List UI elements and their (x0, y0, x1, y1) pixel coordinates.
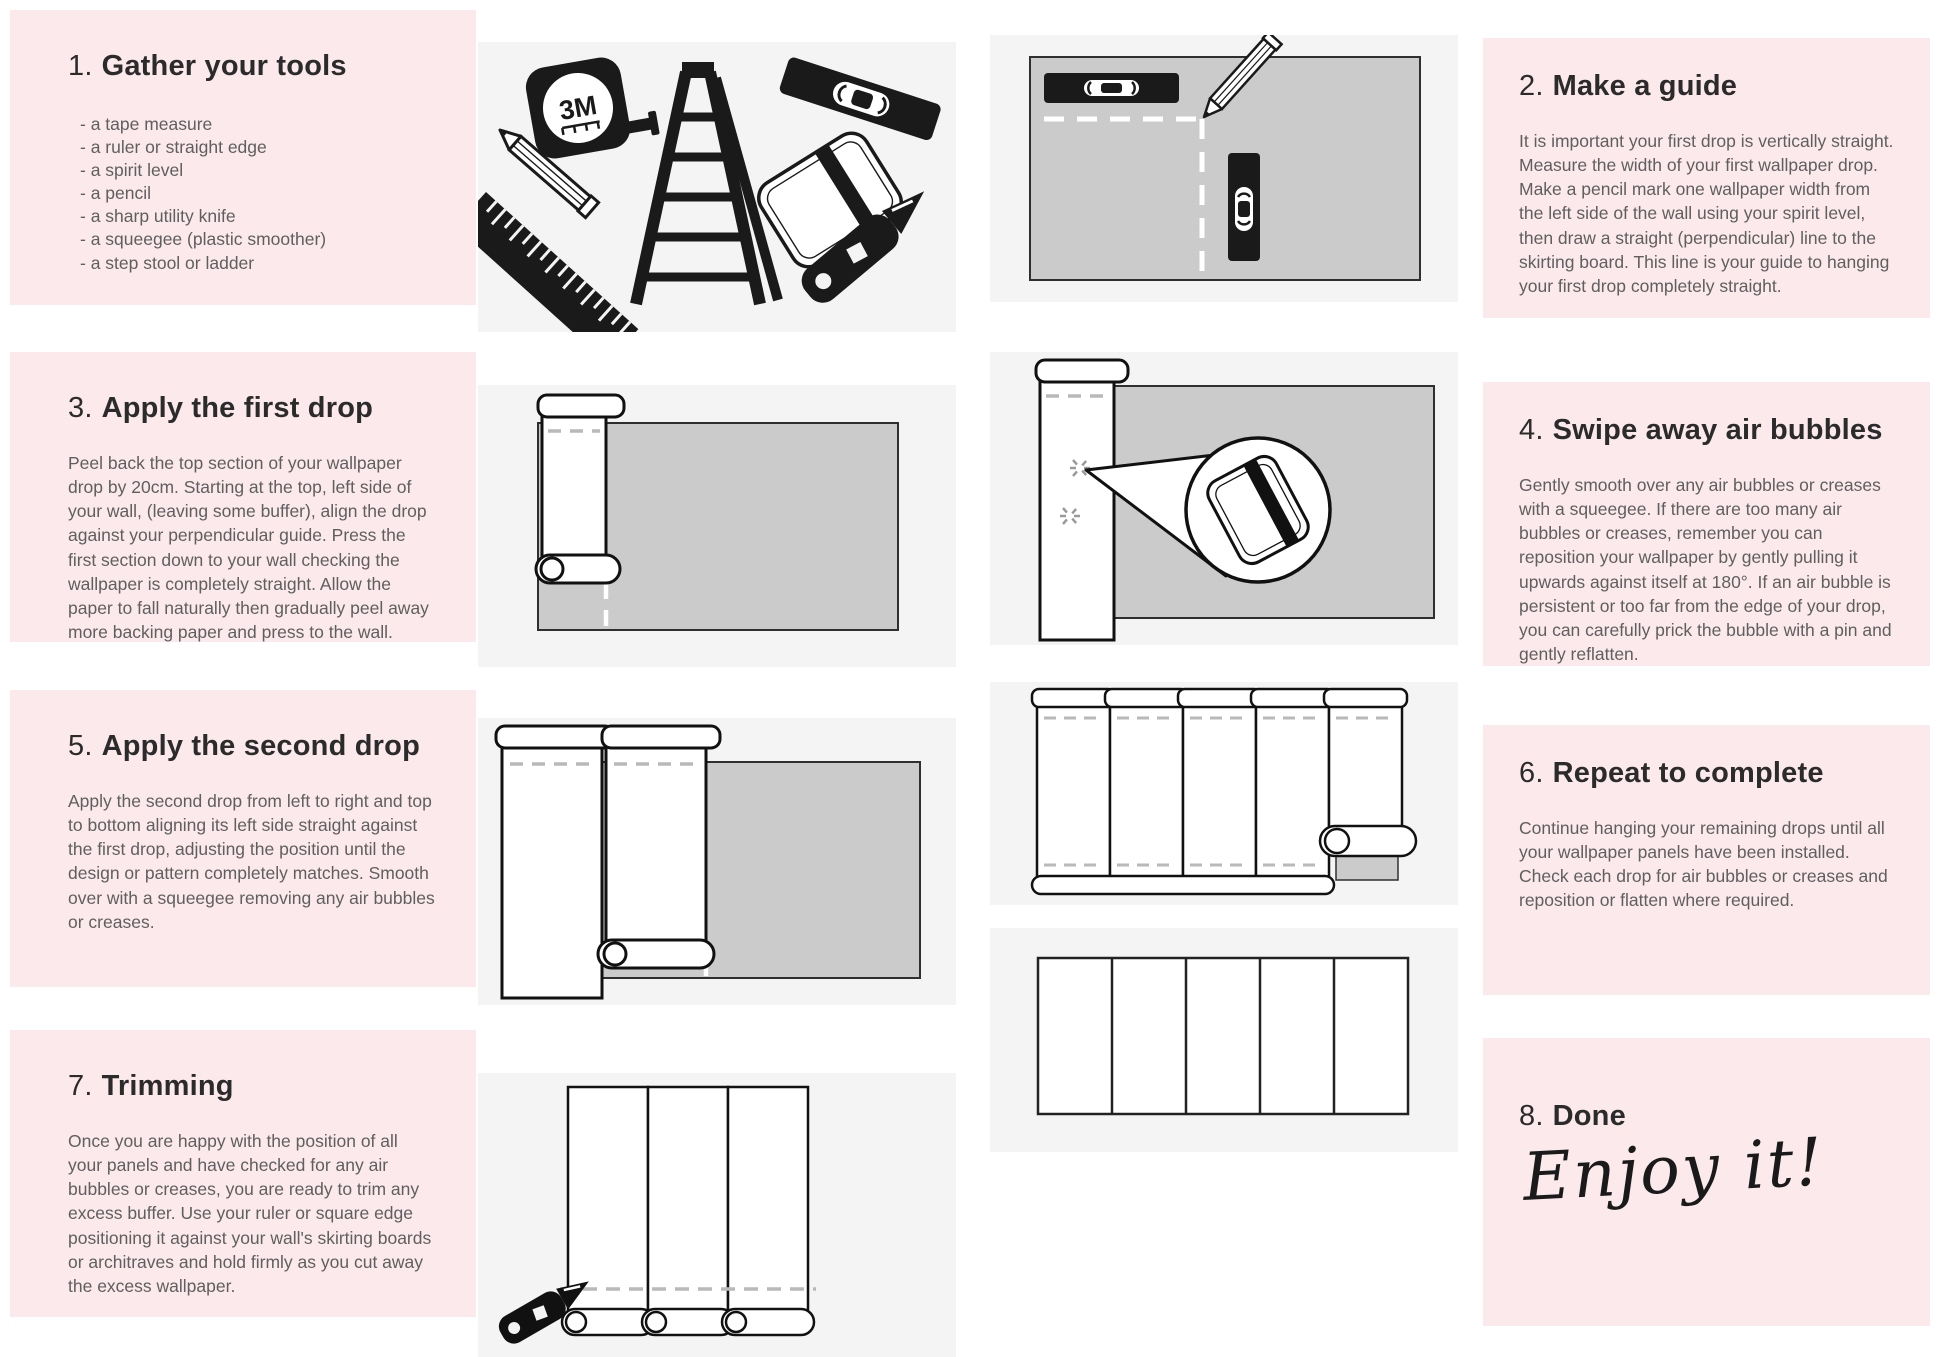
step-title-text: Trimming (101, 1070, 234, 1102)
step-4-illustration-panel (990, 352, 1458, 645)
wallpaper-panels (568, 1087, 808, 1311)
step-number: 6. (1519, 757, 1544, 789)
step-number: 3. (68, 392, 93, 424)
step-2-illustration-panel (990, 35, 1458, 302)
ruler-icon (478, 192, 638, 332)
finished-wall-illustration (990, 928, 1458, 1152)
wallpaper-drop-2 (598, 726, 720, 976)
step-number: 4. (1519, 414, 1544, 446)
step-title-text: Repeat to complete (1552, 757, 1824, 789)
spirit-level-icon (778, 56, 942, 142)
tools-illustration (478, 42, 956, 332)
list-item: - a squeegee (plastic smoother) (80, 229, 327, 250)
top-fold (1105, 689, 1188, 707)
second-drop-illustration (478, 718, 956, 1005)
enjoy-script-text: Enjoy it! (1520, 1123, 1826, 1216)
step-1-panel (10, 10, 476, 305)
step-number: 7. (68, 1070, 93, 1102)
step-number: 1. (68, 50, 93, 82)
list-item: - a pencil (80, 183, 152, 204)
top-fold (1251, 689, 1334, 707)
step-7-panel (10, 1030, 476, 1317)
tape-measure-icon (523, 50, 661, 162)
step-5-panel (10, 690, 476, 987)
step-6-title (1519, 757, 1896, 790)
wallpaper-drop-1 (496, 726, 614, 998)
air-bubbles-illustration (990, 352, 1458, 645)
step-title-text: Apply the first drop (101, 392, 374, 424)
step-2-panel (1483, 38, 1930, 318)
repeat-illustration (990, 682, 1458, 905)
bottom-roll (536, 555, 620, 583)
step-title-text: Gather your tools (101, 50, 347, 82)
step-number: 2. (1519, 70, 1544, 102)
ladder-icon (636, 70, 778, 304)
step-title-text: Make a guide (1552, 70, 1738, 102)
horizontal-spirit-level-icon (1044, 73, 1179, 103)
step-1-illustration-panel (478, 42, 956, 332)
step-1-title (68, 50, 436, 83)
step-title-text: Apply the second drop (101, 730, 420, 762)
step-6-panel (1483, 725, 1930, 995)
step-4-title (1519, 414, 1896, 447)
tool-list (80, 113, 436, 275)
finished-wall (1038, 958, 1408, 1114)
step-number: 5. (68, 730, 93, 762)
bottom-roll (1320, 826, 1416, 856)
step-6-body: Continue hanging your remaining drops until all your wallpaper panels have been installed. Check each drop for air bubbles or creases and reposition or flatten where required. (1519, 818, 1888, 911)
wall-remnant (1336, 854, 1398, 880)
step-3-illustration-panel (478, 385, 956, 667)
top-fold (1324, 689, 1407, 707)
list-item: - a tape measure (80, 114, 213, 134)
top-fold (602, 726, 720, 748)
list-item: - a ruler or straight edge (80, 137, 267, 158)
step-5-illustration-panel (478, 718, 956, 1005)
step-5-title (68, 730, 436, 763)
step-7-title (68, 1070, 436, 1103)
step-title-text: Done (1552, 1100, 1626, 1132)
step-7-illustration-panel (478, 1073, 956, 1357)
list-item: - a sharp utility knife (80, 206, 236, 227)
top-fold (538, 395, 624, 417)
step-2-body: It is important your first drop is vertically straight. Measure the width of your first wallpaper drop. Make a pencil mark one wallpaper width from the left side of the wall using your spirit level, then draw a straight (perpendicular) line to the skirting board. This line is your guide to hanging your first drop completely straight. (1519, 131, 1894, 296)
step-4-panel (1483, 382, 1930, 666)
bottom-fold (1032, 876, 1334, 894)
top-fold (1032, 689, 1115, 707)
step-6-illustration-panel (990, 682, 1458, 905)
bottom-roll (562, 1309, 814, 1335)
trimming-illustration (478, 1073, 956, 1357)
step-8-panel (1483, 1038, 1930, 1326)
list-item: - a step stool or ladder (80, 252, 255, 273)
top-fold (1036, 360, 1128, 382)
step-7-body: Once you are happy with the position of all your panels and have checked for any air bubbles or creases, you are ready to trim any excess buffer. Use your ruler or square edge positioning it against your wall's skirting boards or architraves and hold firmly as you cut away the excess wallpaper. (68, 1131, 432, 1296)
step-2-title (1519, 70, 1896, 103)
bottom-roll (598, 940, 714, 968)
make-guide-illustration (990, 35, 1458, 302)
step-4-body: Gently smooth over any air bubbles or creases with a squeegee. If there are too many air bubbles or creases, remember you can reposition your wallpaper by gently pulling it upwards against itself at 180°. If an air bubble is persistent or too far from the edge of your drop, you can carefully prick the bubble with a pin and gently reflatten. (1519, 475, 1892, 664)
step-5-body: Apply the second drop from left to right and top to bottom aligning its left side straight against the first drop, adjusting the position until the design or pattern completely matches. Smooth over with a squeegee removing any air bubbles or creases. (68, 791, 435, 932)
wallpaper-drop (1036, 360, 1128, 640)
step-3-body: Peel back the top section of your wallpaper drop by 20cm. Starting at the top, left side of your wall, (leaving some buffer), align the drop against your perpendicular guide. Press the first section down to your wall checking the wallpaper is completely straight. Allow the paper to fall naturally then gradually peel away more backing paper and press to the wall. (68, 453, 429, 642)
step-title-text: Swipe away air bubbles (1552, 414, 1883, 446)
step-number: 8. (1519, 1100, 1544, 1132)
step-3-title (68, 392, 436, 425)
top-fold (1178, 689, 1261, 707)
first-drop-illustration (478, 385, 956, 667)
top-fold (496, 726, 614, 748)
step-3-panel (10, 352, 476, 642)
list-item: - a spirit level (80, 160, 184, 181)
vertical-spirit-level-icon (1228, 153, 1260, 261)
finished-wall-illustration-panel (990, 928, 1458, 1152)
tape-measure-label: 3M (556, 89, 600, 127)
